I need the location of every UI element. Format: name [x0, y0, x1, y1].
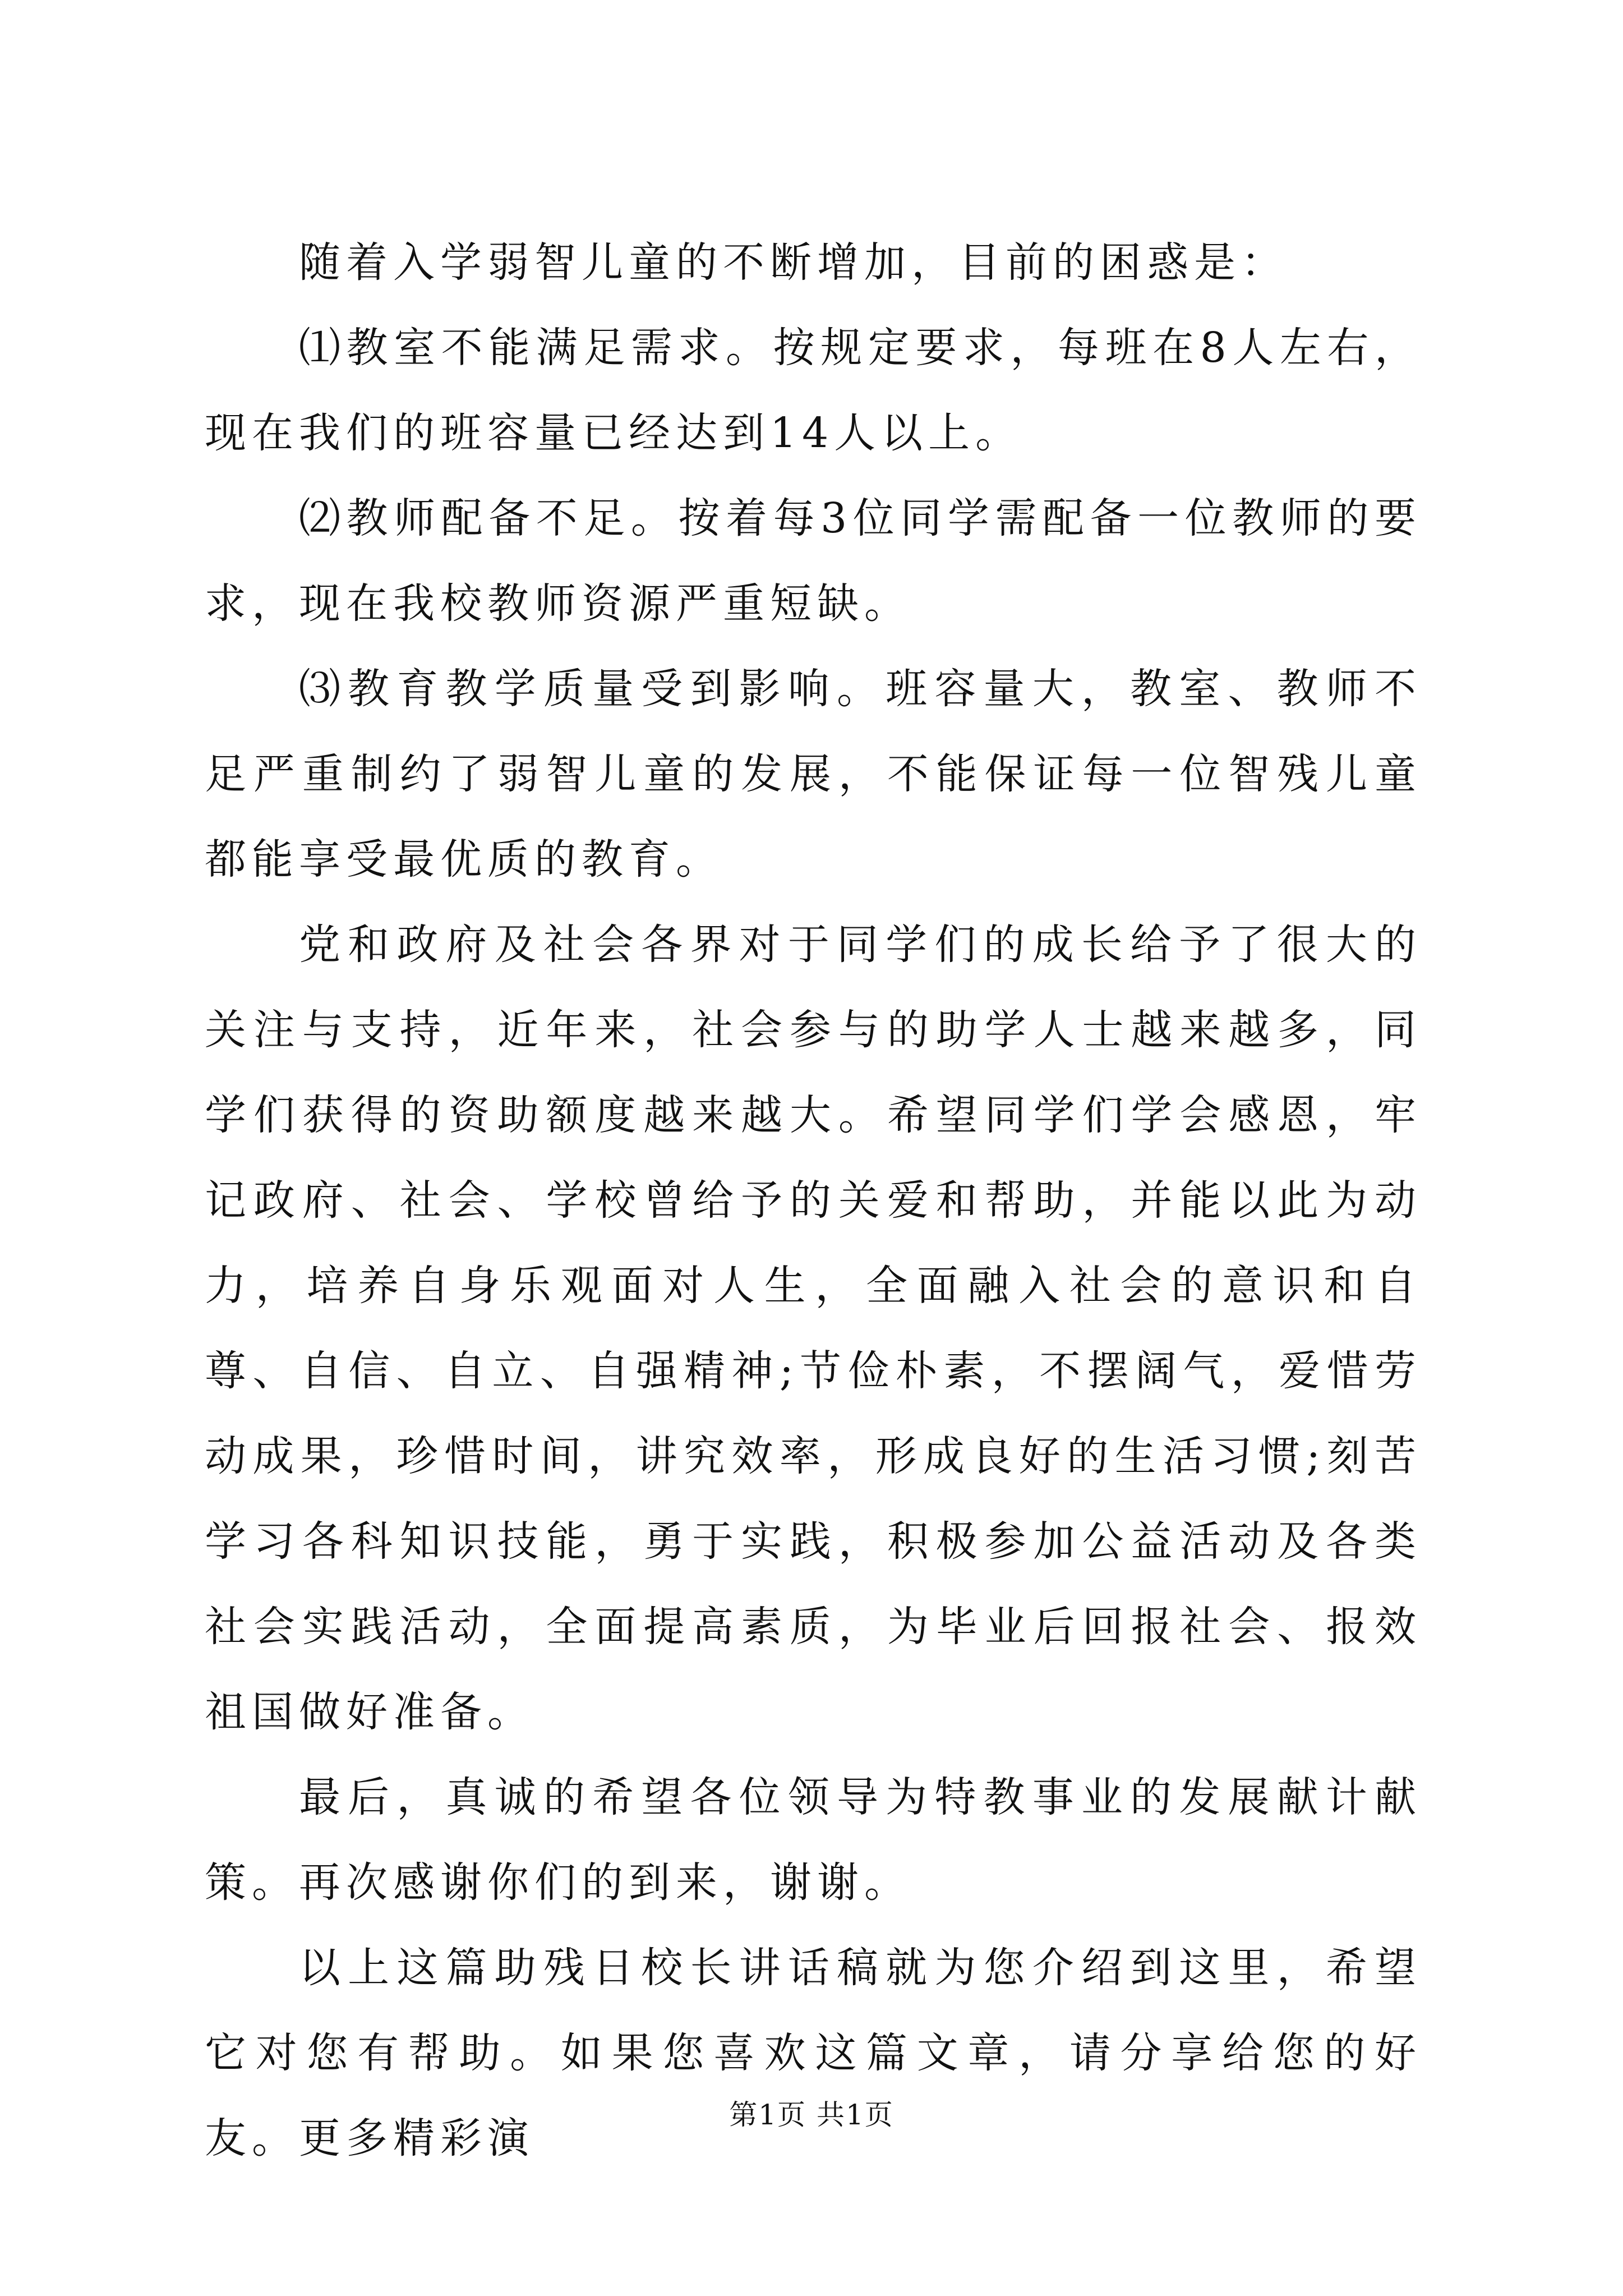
document-body	[205, 220, 1422, 2181]
paragraph-outro: 以上这篇助残日校长讲话稿就为您介绍到这里，希望它对您有帮助。如果您喜欢这篇文章，请分享给您的好友。更多精彩演	[205, 1944, 1422, 2162]
paragraph-item-2: ⑵教师配备不足。按着每3位同学需配备一位教师的要求，现在我校教师资源严重短缺。	[205, 494, 1422, 628]
page-footer: 第1页 共1页	[729, 2099, 894, 2131]
paragraph-item-3: ⑶教育教学质量受到影响。班容量大，教室、教师不足严重制约了弱智儿童的发展，不能保证每一位智残儿童都能享受最优质的教育。	[205, 665, 1422, 884]
paragraph-support: 党和政府及社会各界对于同学们的成长给予了很大的关注与支持，近年来，社会参与的助学人士越来越多，同学们获得的资助额度越来越大。希望同学们学会感恩，牢记政府、社会、学校曾给予的关爱和帮助，并能以此为动力，培养自身乐观面对人生，全面融入社会的意识和自尊、自信、自立、自强精神;节俭朴素，不摆阔气，爱惜劳动成果，珍惜时间，讲究效率，形成良好的生活习惯;刻苦学习各科知识技能，勇于实践，积极参加公益活动及各类社会实践活动，全面提高素质，为毕业后回报社会、报效祖国做好准备。	[205, 921, 1422, 1736]
paragraph-item-1: ⑴教室不能满足需求。按规定要求，每班在8人左右，现在我们的班容量已经达到14人以上。	[205, 324, 1422, 457]
paragraph-intro: 随着入学弱智儿童的不断增加，目前的困惑是：	[299, 238, 1288, 287]
paragraph-closing: 最后，真诚的希望各位领导为特教事业的发展献计献策。再次感谢你们的到来，谢谢。	[205, 1773, 1422, 1907]
